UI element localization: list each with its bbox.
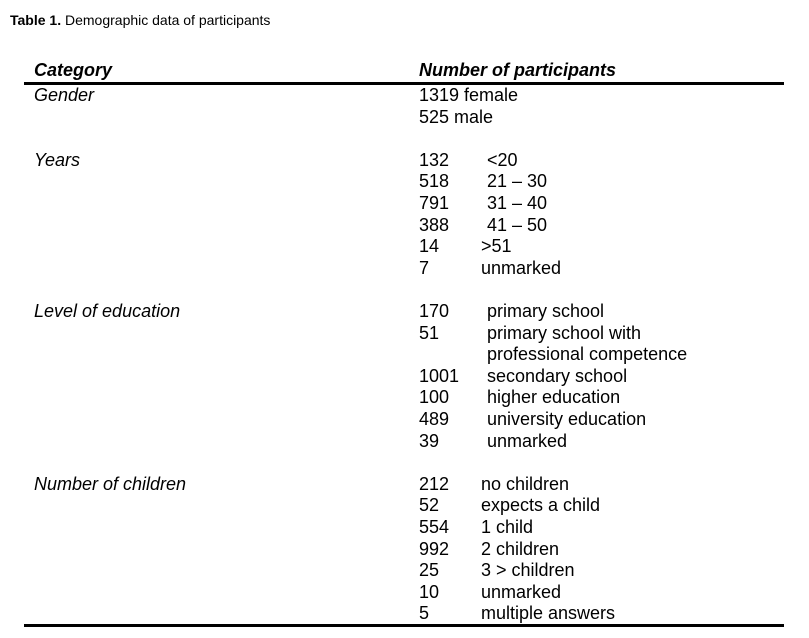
header-number-of-participants: Number of participants: [419, 60, 617, 80]
cell-count: 388: [419, 214, 450, 235]
table-row: [419, 581, 562, 604]
table-caption-label: Table 1.: [10, 12, 62, 28]
cell-count: 554: [419, 517, 450, 537]
table-row: [419, 603, 616, 625]
cell-description: professional competence: [487, 344, 688, 365]
cell-description: <20: [487, 149, 518, 170]
cell-description: expects a child: [481, 495, 601, 516]
table-row: [419, 171, 548, 193]
cell-description: unmarked: [481, 581, 562, 602]
cell-count: 14: [419, 236, 440, 257]
cell-count: 5: [419, 603, 430, 624]
category-years: Years: [34, 149, 81, 170]
cell-description: 41 – 50: [487, 214, 548, 235]
cell-count: 52: [419, 495, 440, 516]
cell-description: no children: [481, 473, 570, 494]
header-category: Category: [34, 60, 113, 80]
cell-text: 1319 female: [419, 85, 519, 105]
cell-count: 25: [419, 560, 440, 581]
table-row: [419, 517, 534, 539]
cell-description: 1 child: [481, 517, 534, 537]
table-caption: [10, 12, 270, 28]
table-row: [419, 430, 568, 453]
table-caption-text: Demographic data of participants: [61, 12, 271, 28]
cell-count: 100: [419, 387, 450, 408]
cell-description: secondary school: [487, 365, 628, 386]
table-row: [419, 193, 548, 215]
cell-description: 21 – 30: [487, 171, 548, 192]
cell-count: 212: [419, 473, 450, 494]
cell-description: primary school with: [487, 322, 642, 343]
table-row: [419, 257, 562, 280]
cell-count: 39: [419, 430, 440, 451]
table-row: [419, 560, 575, 582]
cell-count: 170: [419, 301, 450, 321]
table-row: [419, 107, 493, 129]
table-row: [419, 473, 570, 496]
table-row: [419, 495, 601, 517]
cell-description: 3 > children: [481, 560, 575, 581]
table-row: [419, 301, 605, 323]
cell-count: 51: [419, 322, 440, 343]
cell-description: higher education: [487, 387, 621, 408]
cell-description: multiple answers: [481, 603, 616, 624]
cell-description: 31 – 40: [487, 193, 548, 213]
cell-count: 10: [419, 581, 440, 602]
cell-count: 132: [419, 149, 450, 170]
table-bottom-rule: [24, 624, 784, 627]
table-row: [419, 322, 642, 345]
cell-description: unmarked: [487, 430, 568, 451]
table-row: [419, 365, 628, 388]
cell-description: >51: [481, 236, 512, 257]
cell-count: 791: [419, 193, 450, 213]
cell-description: unmarked: [481, 257, 562, 278]
table-row: [419, 538, 560, 561]
cell-description: university education: [487, 409, 647, 429]
table-row: [419, 85, 518, 107]
table-top-rule: [24, 82, 784, 85]
cell-count: 518: [419, 171, 450, 192]
category-number-of-children: Number of children: [34, 473, 187, 494]
category-gender: Gender: [34, 85, 95, 105]
cell-count: 489: [419, 409, 450, 429]
cell-count: 7: [419, 257, 430, 278]
table-row: [419, 387, 621, 409]
table-row: [419, 409, 647, 431]
table-row: [419, 214, 548, 237]
cell-count: 1001: [419, 365, 460, 386]
table-row: [419, 149, 518, 172]
cell-description: 2 children: [481, 538, 560, 559]
table-row: [419, 236, 512, 258]
cell-description: primary school: [487, 301, 605, 321]
cell-text: 525 male: [419, 106, 494, 127]
category-level-of-education: Level of education: [34, 301, 181, 321]
cell-count: 992: [419, 538, 450, 559]
